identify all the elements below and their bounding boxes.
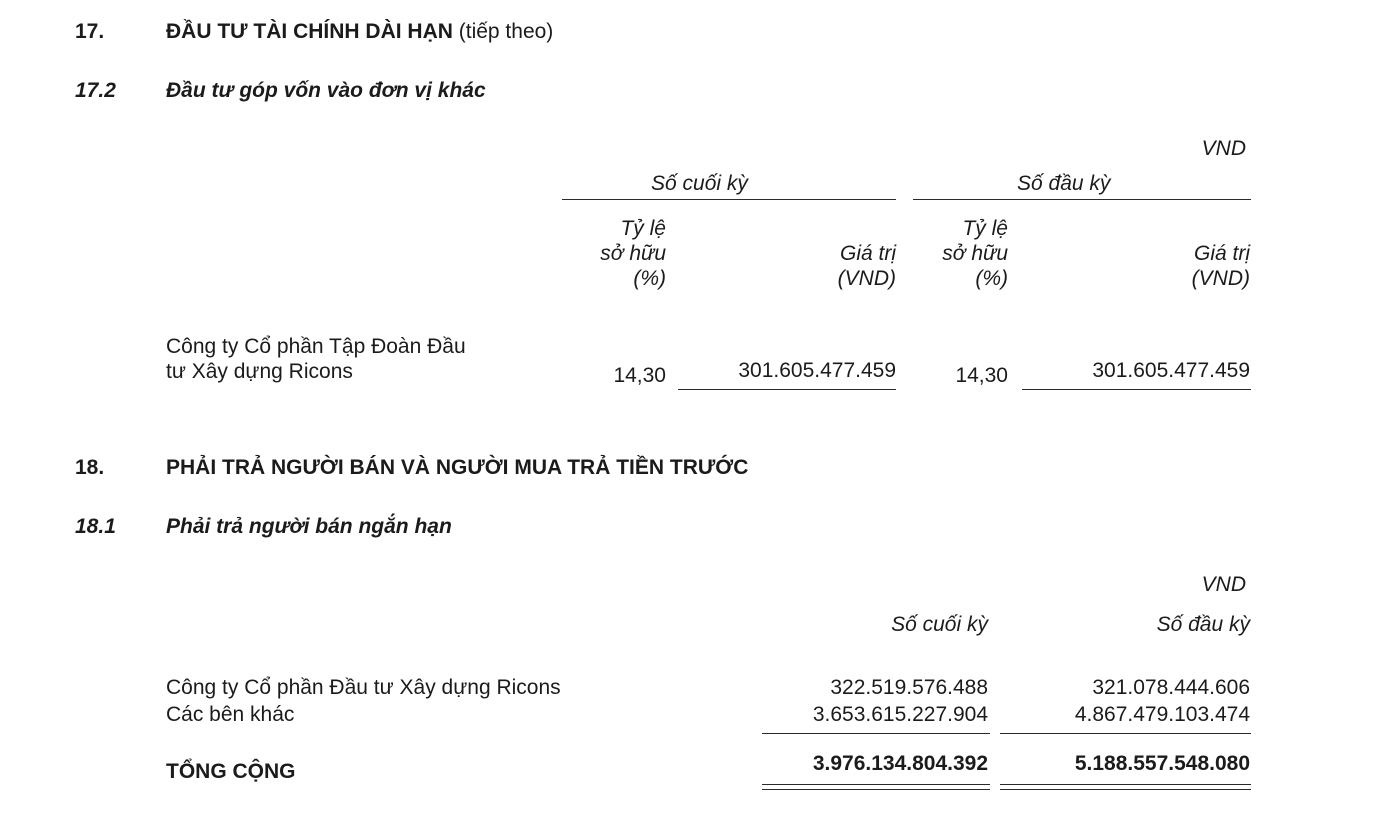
group-header-end-17-2: Số cuối kỳ [651, 172, 748, 195]
group-header-begin-17-2: Số đầu kỳ [1017, 172, 1111, 195]
col-header-end-18-1: Số cuối kỳ [891, 613, 988, 636]
payable-row-end: 322.519.576.488 [830, 676, 988, 699]
total-double-underline-begin-bottom [1000, 789, 1251, 790]
subtotal-underline-begin [1000, 733, 1251, 734]
col-ratio-begin: Tỷ lệ sở hữu (%) [942, 217, 1008, 290]
section-17-2-title: Đầu tư góp vốn vào đơn vị khác [166, 79, 486, 102]
total-label: TỔNG CỘNG [166, 760, 296, 783]
section-17-number: 17. [75, 20, 105, 43]
value-underline-end [678, 389, 896, 390]
unit-label-18-1: VND [1201, 573, 1246, 596]
begin-investment-value: 301.605.477.459 [1092, 359, 1250, 382]
investee-name: Công ty Cổ phần Tập Đoàn Đầu tư Xây dựng Ricons [166, 335, 466, 383]
group-underline-begin [913, 199, 1251, 200]
payable-row-end: 3.653.615.227.904 [812, 703, 988, 726]
section-17-title: ĐẦU TƯ TÀI CHÍNH DÀI HẠN [166, 20, 453, 43]
payable-row-begin: 4.867.479.103.474 [1074, 703, 1250, 726]
payable-row-name: Công ty Cổ phần Đầu tư Xây dựng Ricons [166, 676, 561, 699]
group-underline-end [562, 199, 896, 200]
section-17-2-number: 17.2 [75, 79, 116, 102]
section-17-heading [166, 20, 553, 44]
subtotal-underline-end [762, 733, 990, 734]
total-double-underline-end-top [762, 784, 990, 785]
section-18-1-number: 18.1 [75, 515, 116, 538]
total-double-underline-end-bottom [762, 789, 990, 790]
payable-row-begin: 321.078.444.606 [1092, 676, 1250, 699]
col-value-begin: Giá trị (VND) [1191, 242, 1250, 290]
value-underline-begin [1022, 389, 1251, 390]
begin-ratio-value: 14,30 [955, 364, 1008, 387]
payable-row-name: Các bên khác [166, 703, 295, 726]
total-double-underline-begin-top [1000, 784, 1251, 785]
col-ratio-end: Tỷ lệ sở hữu (%) [600, 217, 666, 290]
unit-label-17-2: VND [1201, 137, 1246, 160]
end-ratio-value: 14,30 [613, 364, 666, 387]
total-end: 3.976.134.804.392 [812, 752, 988, 775]
section-17-title-suffix: (tiếp theo) [458, 20, 554, 43]
col-header-begin-18-1: Số đầu kỳ [1156, 613, 1250, 636]
col-value-end: Giá trị (VND) [837, 242, 896, 290]
section-18-1-title: Phải trả người bán ngắn hạn [166, 515, 452, 538]
section-18-title: PHẢI TRẢ NGƯỜI BÁN VÀ NGƯỜI MUA TRẢ TIỀN TRƯỚC [166, 456, 749, 479]
end-investment-value: 301.605.477.459 [738, 359, 896, 382]
section-18-number: 18. [75, 456, 105, 479]
total-begin: 5.188.557.548.080 [1074, 752, 1250, 775]
